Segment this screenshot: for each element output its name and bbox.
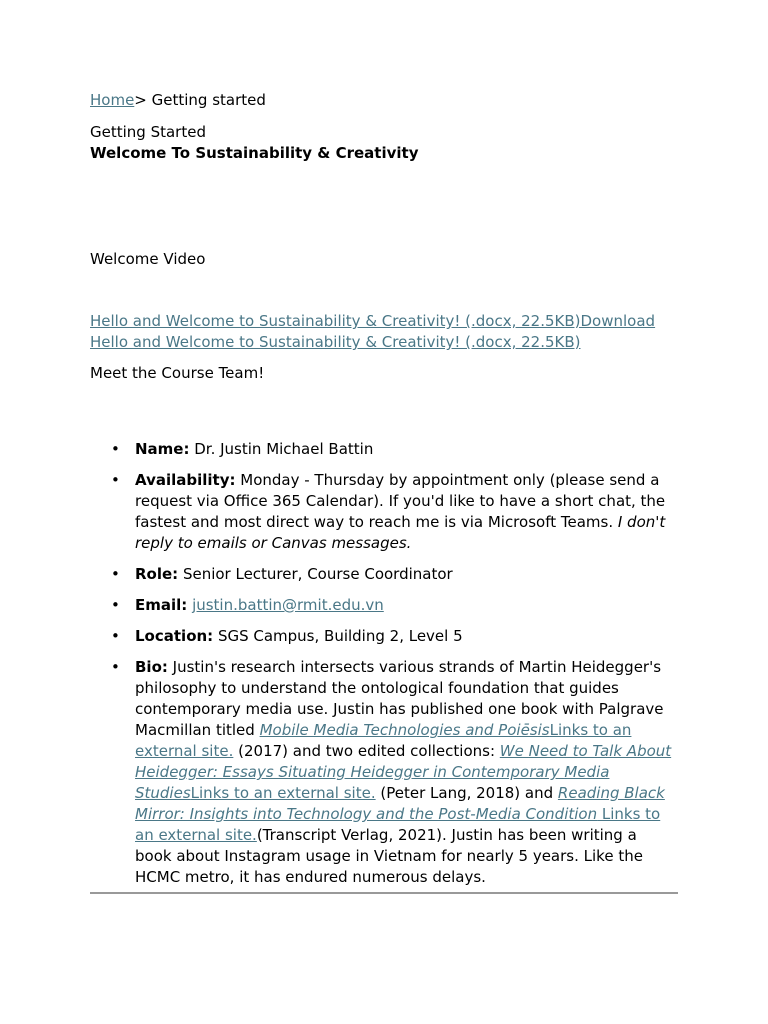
breadcrumb-current: Getting started <box>151 91 266 109</box>
list-bullet: • <box>111 627 120 645</box>
email-label: Email: <box>135 596 188 614</box>
page-content <box>90 90 678 898</box>
bio-text-2: (2017) and two edited collections: <box>233 742 500 760</box>
team-item-email <box>111 595 678 616</box>
list-bullet: • <box>111 596 120 614</box>
team-item-availability <box>111 470 678 554</box>
book1-title: Mobile Media Technologies and Poiēsis <box>259 721 550 739</box>
location-value: SGS Campus, Building 2, Level 5 <box>213 627 463 645</box>
role-label: Role: <box>135 565 179 583</box>
availability-value: Monday - Thursday by appointment only (please send a request via Office 365 Calendar). If you'd like to have a short chat, the fastest and most direct way to reach me is via Microsoft Teams. <box>135 471 666 531</box>
breadcrumb-home-link[interactable]: Home <box>90 91 135 109</box>
list-bullet: • <box>111 658 120 676</box>
breadcrumb <box>90 90 678 111</box>
availability-label: Availability: <box>135 471 236 489</box>
bio-label: Bio: <box>135 658 168 676</box>
team-item-bio <box>111 657 678 888</box>
page-title: Welcome To Sustainability & Creativity <box>90 144 419 162</box>
breadcrumb-separator: > <box>134 91 152 109</box>
email-link[interactable]: justin.battin@rmit.edu.vn <box>192 596 384 614</box>
list-bullet: • <box>111 565 120 583</box>
download-doc-link[interactable]: Hello and Welcome to Sustainability & Creativity! (.docx, 22.5KB)Download Hello and Welcome to Sustainability & Creativity! (.docx, 22.5KB) <box>90 312 656 351</box>
horizontal-divider <box>90 892 678 894</box>
welcome-video-label: Welcome Video <box>90 250 206 268</box>
role-value: Senior Lecturer, Course Coordinator <box>178 565 453 583</box>
team-list <box>90 439 678 888</box>
name-value: Dr. Justin Michael Battin <box>189 440 374 458</box>
list-bullet: • <box>111 440 120 458</box>
location-label: Location: <box>135 627 214 645</box>
external-link-text: Links to an external site. <box>135 805 661 844</box>
team-item-location <box>111 626 678 647</box>
name-label: Name: <box>135 440 190 458</box>
team-item-role <box>111 564 678 585</box>
page-subtitle: Getting Started <box>90 123 206 141</box>
external-link-text: Links to an external site. <box>190 784 376 802</box>
book3-title: Reading Black Mirror: Insights into Technology and the Post-Media Condition <box>135 784 665 823</box>
list-bullet: • <box>111 471 120 489</box>
download-paragraph <box>90 311 678 353</box>
bio-text-3: (Peter Lang, 2018) and <box>375 784 558 802</box>
availability-note: I don't reply to emails or Canvas messages. <box>135 513 666 552</box>
book2-title: We Need to Talk About Heidegger: Essays Situating Heidegger in Contemporary Media Studies <box>135 742 672 802</box>
bio-text-1: Justin's research intersects various strands of Martin Heidegger's philosophy to understand the ontological foundation that guides contemporary media use. Justin has published one book with Palgrave Macmillan titled <box>135 658 664 739</box>
team-item-name <box>111 439 678 460</box>
bio-text-4: (Transcript Verlag, 2021). Justin has been writing a book about Instagram usage in Vietnam for nearly 5 years. Like the HCMC metro, it has endured numerous delays. <box>135 826 643 886</box>
external-link-text: Links to an external site. <box>135 721 632 760</box>
team-heading: Meet the Course Team! <box>90 364 265 382</box>
